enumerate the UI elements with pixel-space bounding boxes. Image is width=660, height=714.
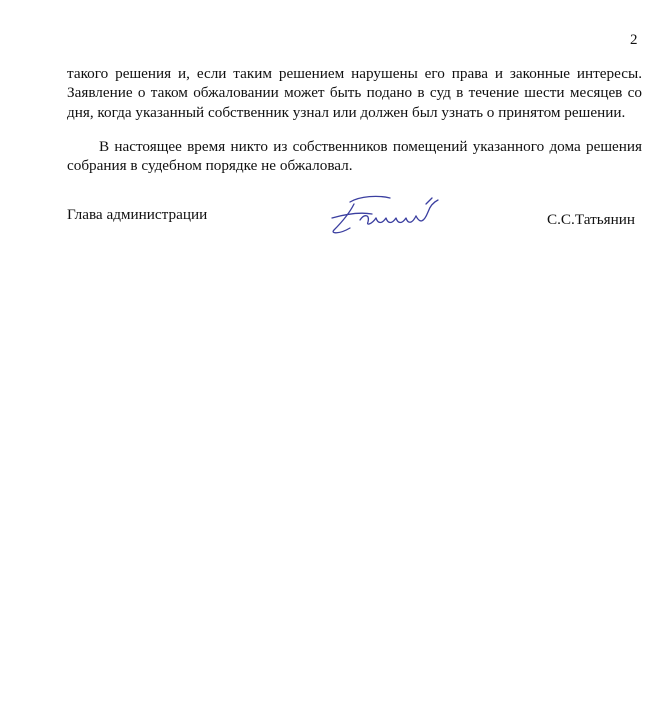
signatory-title: Глава администрации [67, 206, 208, 223]
paragraph-no-appeals: В настоящее время никто из собственников помещений указанного дома решения собрания в судебном порядке не обжаловал. [67, 138, 642, 175]
signature-drawing [320, 190, 450, 240]
signatory-name: С.С.Татьянин [547, 211, 636, 228]
paragraph-appeal-rights: такого решения и, если таким решением нарушены его права и законные интересы. Заявление о таком обжаловании может быть подано в суд в течение шести месяцев со дня, когда указанный собственник узнал или должен был узнать о принятом решении. [67, 65, 642, 121]
page-number: 2 [630, 32, 638, 48]
handwritten-signature [320, 190, 450, 240]
